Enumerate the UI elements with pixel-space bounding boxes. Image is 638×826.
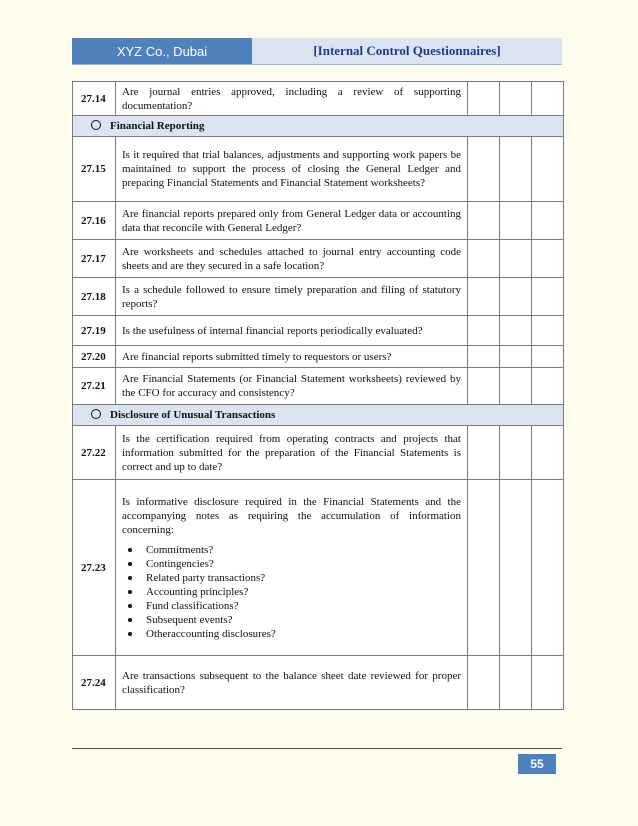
answer-cell (500, 316, 532, 346)
answer-cell (468, 316, 500, 346)
answer-cell (532, 368, 564, 405)
question-number: 27.23 (73, 480, 116, 656)
question-text: Are journal entries approved, including a review of supporting documentation? (116, 82, 468, 116)
list-item: Otheraccounting disclosures? (146, 627, 461, 641)
answer-cell (468, 480, 500, 656)
list-item: Contingencies? (146, 557, 461, 571)
table-row (73, 137, 564, 202)
answer-cell (500, 240, 532, 278)
answer-cell (532, 240, 564, 278)
list-item: Fund classifications? (146, 599, 461, 613)
document-title: [Internal Control Questionnaires] (252, 38, 562, 64)
answer-cell (532, 137, 564, 202)
page-number: 55 (518, 754, 556, 774)
answer-cell (468, 346, 500, 368)
table-row (73, 278, 564, 316)
answer-cell (532, 656, 564, 710)
question-number: 27.18 (73, 278, 116, 316)
answer-cell (500, 82, 532, 116)
table-row (73, 316, 564, 346)
list-item: Commitments? (146, 543, 461, 557)
answer-cell (468, 202, 500, 240)
question-number: 27.19 (73, 316, 116, 346)
table-row (73, 480, 564, 656)
answer-cell (468, 278, 500, 316)
answer-cell (532, 82, 564, 116)
question-text-intro: Is informative disclosure required in the Financial Statements and the accompanying notes as requiring the accumulation of information concerning: (122, 495, 461, 536)
question-number: 27.20 (73, 346, 116, 368)
answer-cell (468, 426, 500, 480)
table-row (73, 240, 564, 278)
table-row (73, 82, 564, 116)
answer-cell (532, 346, 564, 368)
table-row (73, 656, 564, 710)
answer-cell (500, 202, 532, 240)
answer-cell (468, 240, 500, 278)
answer-cell (532, 202, 564, 240)
question-number: 27.21 (73, 368, 116, 405)
question-text: Are financial reports submitted timely to requestors or users? (116, 346, 468, 368)
answer-cell (468, 137, 500, 202)
table-row (73, 426, 564, 480)
table-row (73, 346, 564, 368)
answer-cell (500, 480, 532, 656)
question-text: Are financial reports prepared only from General Ledger data or accounting data that reconcile with General Ledger? (116, 202, 468, 240)
answer-cell (500, 346, 532, 368)
question-text: Are worksheets and schedules attached to journal entry accounting code sheets and are they secured in a safe location? (116, 240, 468, 278)
question-text: Is it required that trial balances, adjustments and supporting work papers be maintained to support the process of closing the General Ledger and preparing Financial Statements and Financial Statement worksheets? (116, 137, 468, 202)
answer-cell (500, 426, 532, 480)
company-name: XYZ Co., Dubai (72, 38, 252, 64)
answer-cell (500, 368, 532, 405)
section-bullet-icon (91, 409, 101, 419)
answer-cell (468, 368, 500, 405)
question-text: Is the usefulness of internal financial reports periodically evaluated? (116, 316, 468, 346)
answer-cell (532, 426, 564, 480)
section-bullet-icon (91, 120, 101, 130)
table-row (73, 368, 564, 405)
question-text (116, 480, 468, 656)
list-item: Subsequent events? (146, 613, 461, 627)
answer-cell (532, 316, 564, 346)
question-number: 27.16 (73, 202, 116, 240)
answer-cell (532, 480, 564, 656)
answer-cell (500, 278, 532, 316)
question-number: 27.17 (73, 240, 116, 278)
question-number: 27.22 (73, 426, 116, 480)
answer-cell (468, 82, 500, 116)
question-number: 27.24 (73, 656, 116, 710)
question-number: 27.15 (73, 137, 116, 202)
question-text: Are transactions subsequent to the balance sheet date reviewed for proper classification? (116, 656, 468, 710)
question-number: 27.14 (73, 82, 116, 116)
section-title: Financial Reporting (110, 120, 205, 132)
footer-divider (72, 748, 562, 749)
list-item: Related party transactions? (146, 571, 461, 585)
question-text: Are Financial Statements (or Financial Statement worksheets) reviewed by the CFO for accuracy and consistency? (116, 368, 468, 405)
page-header (72, 38, 562, 65)
section-row (73, 116, 564, 137)
answer-cell (500, 137, 532, 202)
table-row (73, 202, 564, 240)
questionnaire-table (72, 81, 564, 710)
answer-cell (468, 656, 500, 710)
answer-cell (532, 278, 564, 316)
section-title: Disclosure of Unusual Transactions (110, 409, 276, 421)
section-row (73, 405, 564, 426)
disclosure-list (122, 543, 461, 641)
question-text: Is the certification required from operating contracts and projects that information submitted for the preparation of the Financial Statements is correct and up to date? (116, 426, 468, 480)
list-item: Accounting principles? (146, 585, 461, 599)
answer-cell (500, 656, 532, 710)
question-text: Is a schedule followed to ensure timely preparation and filing of statutory reports? (116, 278, 468, 316)
